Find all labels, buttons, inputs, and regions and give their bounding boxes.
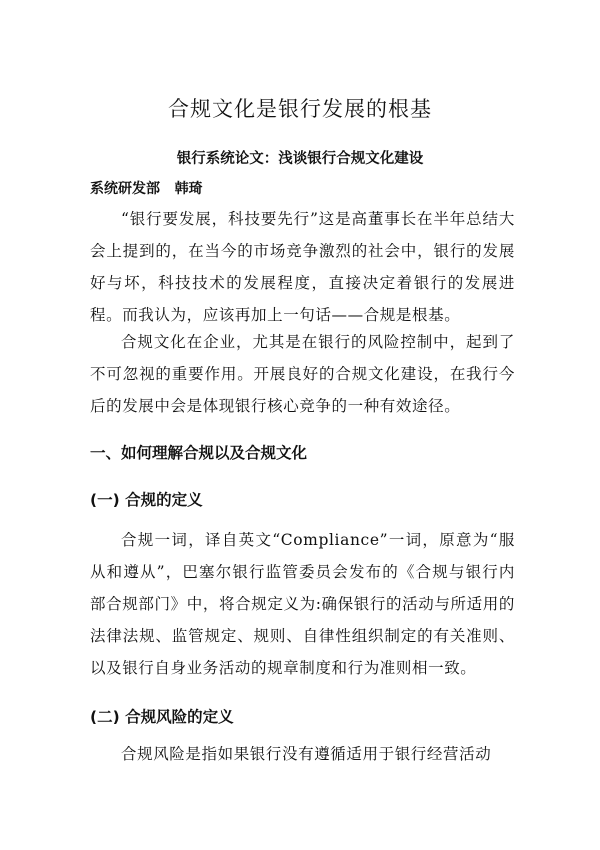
document-title: 合规文化是银行发展的根基 [168, 97, 432, 121]
intro-paragraph-1: “银行要发展，科技要先行”这是高董事长在半年总结大会上提到的，在当今的市场竞争激烈的社会中，银行的发展好与坏，科技技术的发展程度，直接决定着银行的发展进程。而我认为，应该再加上一句话——合规是根基。 [90, 210, 515, 324]
section-heading-1: 一、如何理解合规以及合规文化 [90, 444, 308, 462]
risk-paragraph: 合规风险是指如果银行没有遵循适用于银行经营活动 [121, 745, 492, 763]
subsection-heading-2: (二) 合规风险的定义 [90, 708, 234, 726]
definition-paragraph: 合规一词，译自英文“Compliance”一词，原意为“服从和遵从”，巴塞尔银行监管委员会发布的《合规与银行内部合规部门》中，将合规定义为:确保银行的活动与所适用的法律法规、监管规定、规则、自律性组织制定的有关准则、以及银行自身业务活动的规章制度和行为准则相一致。 [90, 531, 515, 677]
intro-paragraph-2: 合规文化在企业，尤其是在银行的风险控制中，起到了不可忽视的重要作用。开展良好的合规文化建设，在我行今后的发展中会是体现银行核心竞争的一种有效途径。 [90, 333, 515, 415]
document-subtitle: 银行系统论文：浅谈银行合规文化建设 [176, 151, 424, 167]
author-line: 系统研发部 韩琦 [90, 181, 203, 197]
subsection-heading-1: (一) 合规的定义 [90, 491, 203, 509]
